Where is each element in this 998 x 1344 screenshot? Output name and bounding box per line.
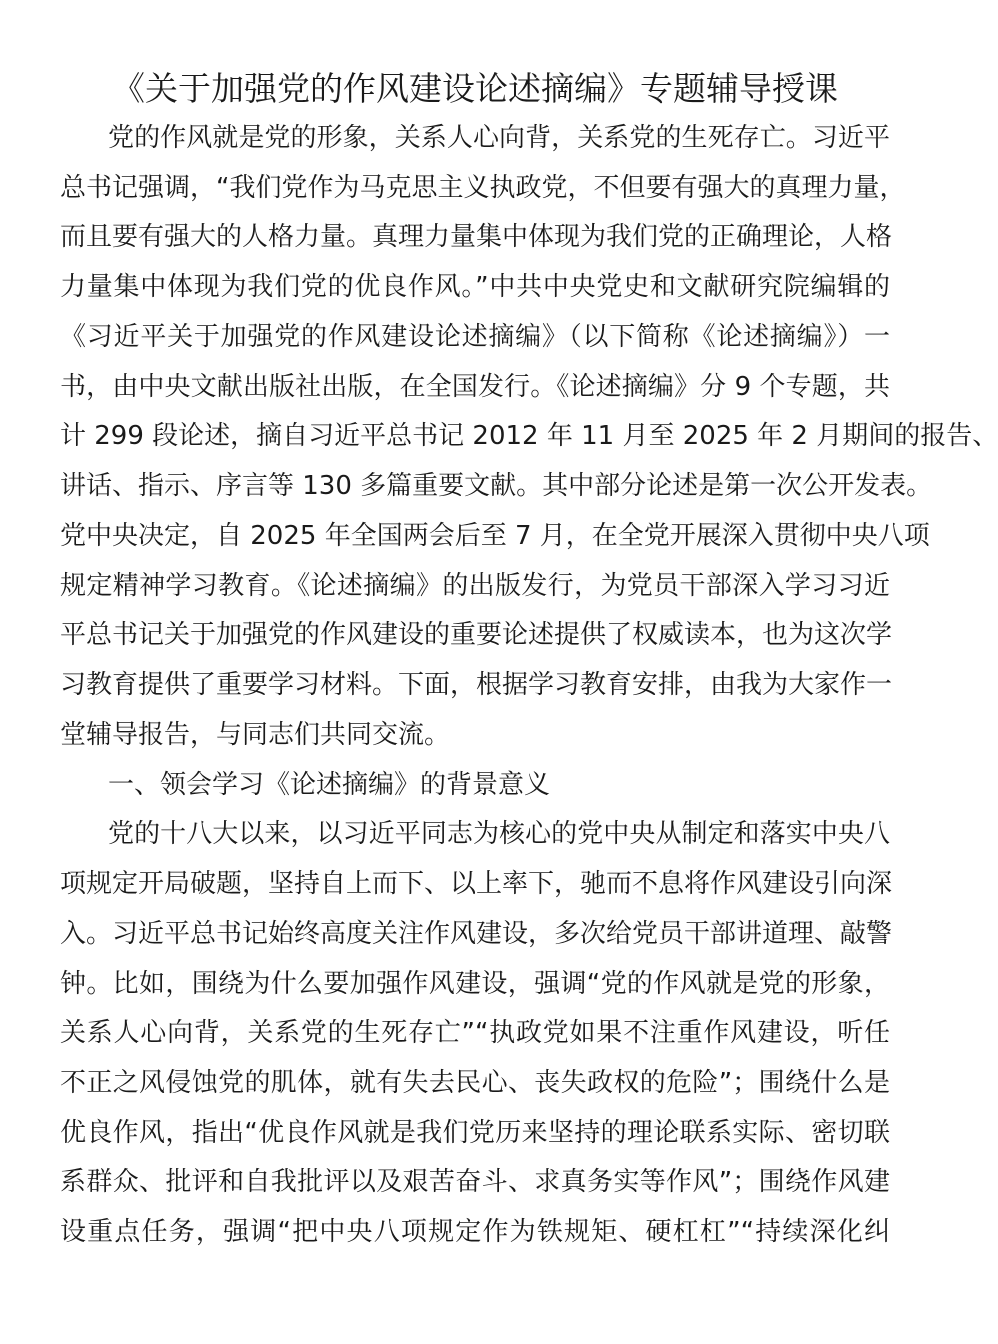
paragraph-line: 习教育提供了重要学习材料。下面，根据学习教育安排，由我为大家作一	[60, 670, 893, 700]
paragraph-line: 力量集中体现为我们党的优良作风。”中共中央党史和文献研究院编辑的	[60, 272, 890, 302]
paragraph-line: 入。习近平总书记始终高度关注作风建设，多次给党员干部讲道理、敲警	[60, 919, 893, 949]
paragraph-line: 党的作风就是党的形象，关系人心向背，关系党的生死存亡。习近平	[108, 123, 890, 153]
paragraph-line: 讲话、指示、序言等 130 多篇重要文献。其中部分论述是第一次公开发表。	[60, 471, 933, 501]
paragraph-line: 党的十八大以来，以习近平同志为核心的党中央从制定和落实中央八	[108, 819, 890, 849]
paragraph-line: 系群众、批评和自我批评以及艰苦奋斗、求真务实等作风”；围绕作风建	[60, 1167, 890, 1197]
paragraph-line: 而且要有强大的人格力量。真理力量集中体现为我们党的正确理论，人格	[60, 222, 893, 252]
paragraph-line: 设重点任务，强调“把中央八项规定作为铁规矩、硬杠杠”“持续深化纠	[60, 1217, 890, 1247]
paragraph-line: 优良作风，指出“优良作风就是我们党历来坚持的理论联系实际、密切联	[60, 1118, 890, 1148]
paragraph-line: 书，由中央文献出版社出版，在全国发行。《论述摘编》分 9 个专题，共	[60, 372, 890, 402]
paragraph-line: 党中央决定，自 2025 年全国两会后至 7 月，在全党开展深入贯彻中央八项	[60, 521, 930, 551]
paragraph-line: 堂辅导报告，与同志们共同交流。	[60, 720, 451, 750]
document-title: 《关于加强党的作风建设论述摘编》专题辅导授课	[112, 69, 838, 108]
paragraph-line: 总书记强调，“我们党作为马克思主义执政党，不但要有强大的真理力量，	[60, 173, 906, 203]
paragraph-line: 计 299 段论述，摘自习近平总书记 2012 年 11 月至 2025 年 2 月期间的报告、	[60, 421, 998, 451]
paragraph-line: 关系人心向背，关系党的生死存亡”“执政党如果不注重作风建设，听任	[60, 1018, 890, 1048]
paragraph-line: 不正之风侵蚀党的肌体，就有失去民心、丧失政权的危险”；围绕什么是	[60, 1068, 890, 1098]
section-heading: 一、领会学习《论述摘编》的背景意义	[108, 770, 551, 800]
paragraph-line: 钟。比如，围绕为什么要加强作风建设，强调“党的作风就是党的形象，	[60, 969, 890, 999]
paragraph-line: 项规定开局破题，坚持自上而下、以上率下，驰而不息将作风建设引向深	[60, 869, 893, 899]
paragraph-line: 平总书记关于加强党的作风建设的重要论述提供了权威读本，也为这次学	[60, 620, 893, 650]
paragraph-line: 规定精神学习教育。《论述摘编》的出版发行，为党员干部深入学习习近	[60, 571, 890, 601]
paragraph-line: 《习近平关于加强党的作风建设论述摘编》（以下简称《论述摘编》）一	[60, 322, 890, 352]
